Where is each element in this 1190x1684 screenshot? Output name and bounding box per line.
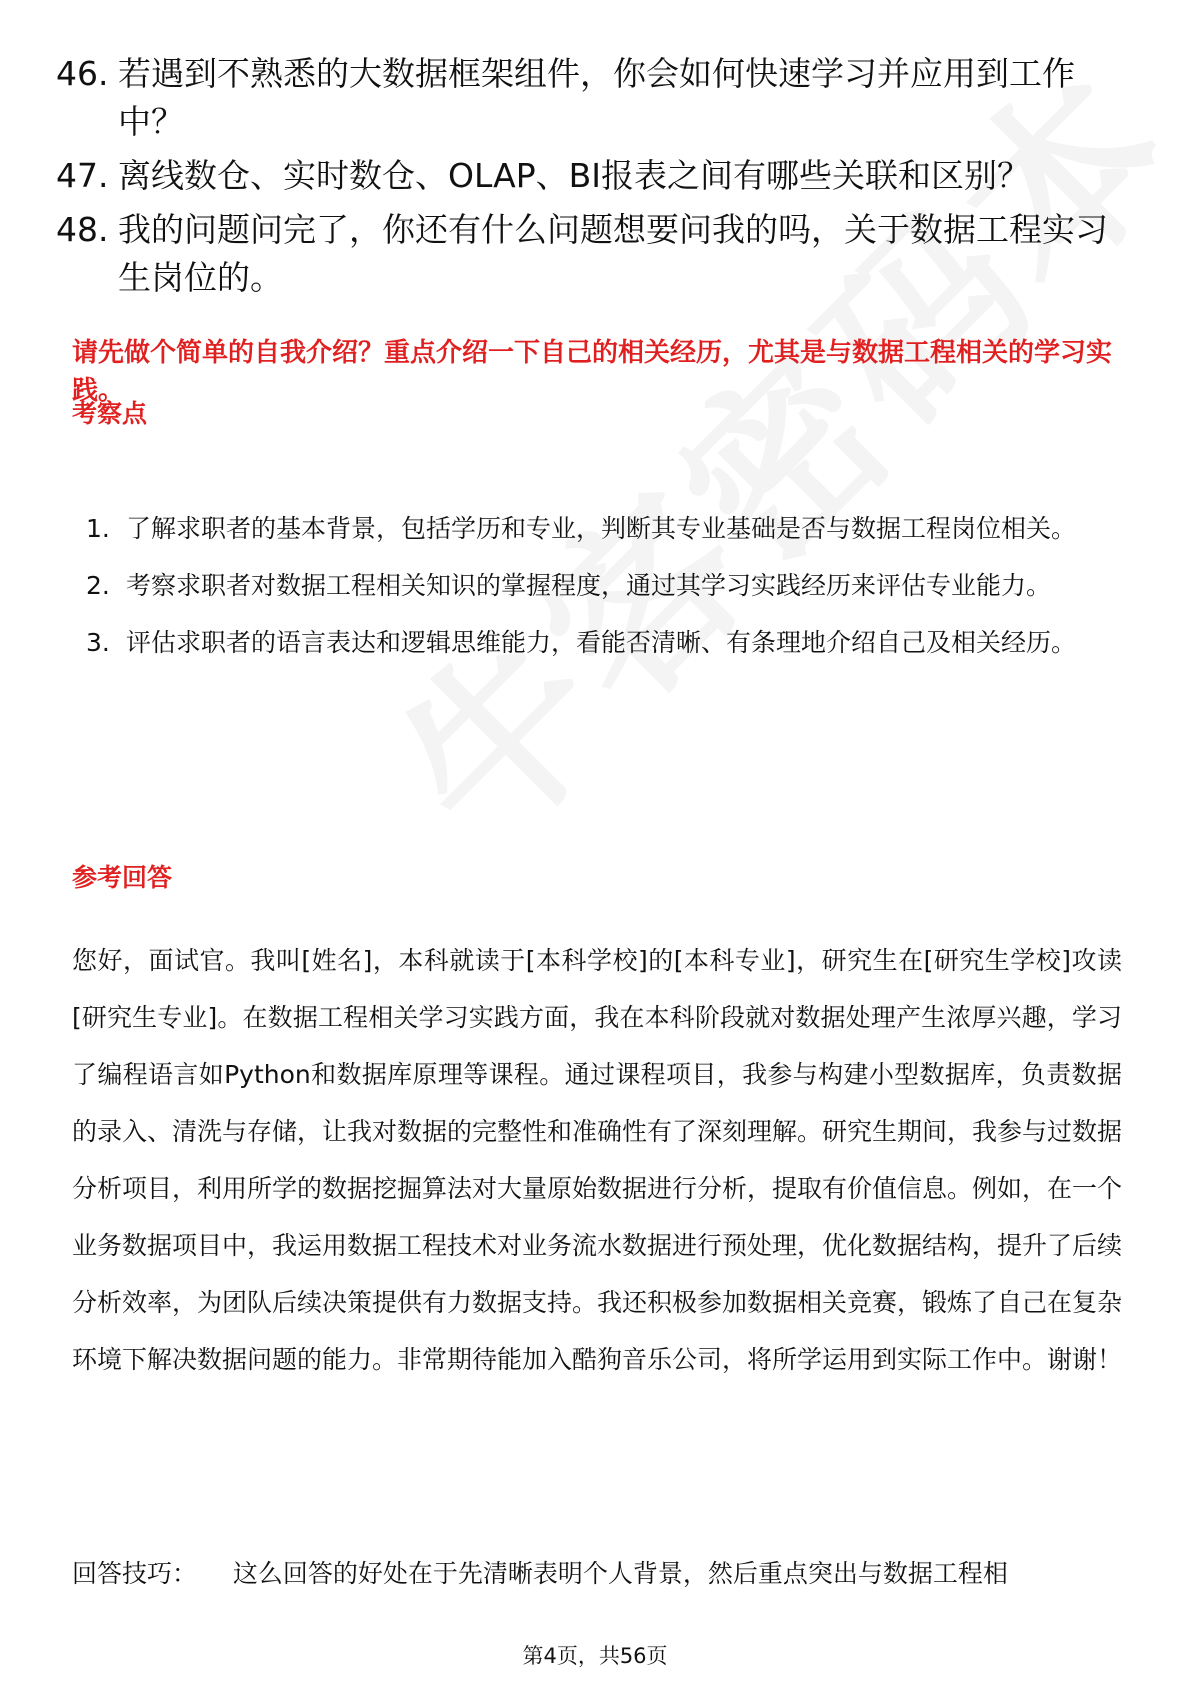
- answer-tip: [72, 1554, 1132, 1594]
- assessment-number: 3.: [86, 628, 110, 657]
- assessment-item: [86, 557, 1126, 614]
- assessment-list: [86, 500, 1126, 671]
- assessment-text: 考察求职者对数据工程相关知识的掌握程度，通过其学习实践经历来评估专业能力。: [126, 571, 1052, 600]
- tip-label: 回答技巧：: [72, 1559, 198, 1588]
- main-question-title: 请先做个简单的自我介绍？重点介绍一下自己的相关经历，尤其是与数据工程相关的学习实践。: [72, 338, 1113, 406]
- assessment-item: [86, 614, 1126, 671]
- assessment-number: 2.: [86, 571, 110, 600]
- question-text: 我的问题问完了，你还有什么问题想要问我的吗，关于数据工程实习生岗位的。: [118, 210, 1108, 297]
- question-text: 若遇到不熟悉的大数据框架组件，你会如何快速学习并应用到工作中？: [118, 54, 1075, 141]
- question-list: [56, 50, 1136, 308]
- question-text: 离线数仓、实时数仓、OLAP、BI报表之间有哪些关联和区别？: [118, 156, 1030, 195]
- assessment-text: 了解求职者的基本背景，包括学历和专业，判断其专业基础是否与数据工程岗位相关。: [126, 514, 1077, 543]
- assessment-heading: 考察点: [72, 399, 148, 428]
- question-number: 48.: [56, 210, 109, 249]
- assessment-text: 评估求职者的语言表达和逻辑思维能力，看能否清晰、有条理地介绍自己及相关经历。: [126, 628, 1077, 657]
- question-number: 47.: [56, 156, 109, 195]
- reference-answer: 您好，面试官。我叫[姓名]，本科就读于[本科学校]的[本科专业]，研究生在[研究生学校]攻读[研究生专业]。在数据工程相关学习实践方面，我在本科阶段就对数据处理产生浓厚兴趣，学习了编程语言如Python和数据库原理等课程。通过课程项目，我参与构建小型数据库，负责数据的录入、清洗与存储，让我对数据的完整性和准确性有了深刻理解。研究生期间，我参与过数据分析项目，利用所学的数据挖掘算法对大量原始数据进行分析，提取有价值信息。例如，在一个业务数据项目中，我运用数据工程技术对业务流水数据进行预处理，优化数据结构，提升了后续分析效率，为团队后续决策提供有力数据支持。我还积极参加数据相关竞赛，锻炼了自己在复杂环境下解决数据问题的能力。非常期待能加入酷狗音乐公司，将所学运用到实际工作中。谢谢！: [72, 946, 1123, 1374]
- reference-heading: 参考回答: [72, 863, 173, 892]
- question-number: 46.: [56, 54, 109, 93]
- question-item: [56, 50, 1136, 146]
- assessment-item: [86, 500, 1126, 557]
- question-item: [56, 152, 1136, 200]
- question-item: [56, 206, 1136, 302]
- page-footer: 第4页，共56页: [522, 1644, 668, 1668]
- assessment-number: 1.: [86, 514, 110, 543]
- tip-text: 这么回答的好处在于先清晰表明个人背景，然后重点突出与数据工程相: [232, 1559, 1008, 1588]
